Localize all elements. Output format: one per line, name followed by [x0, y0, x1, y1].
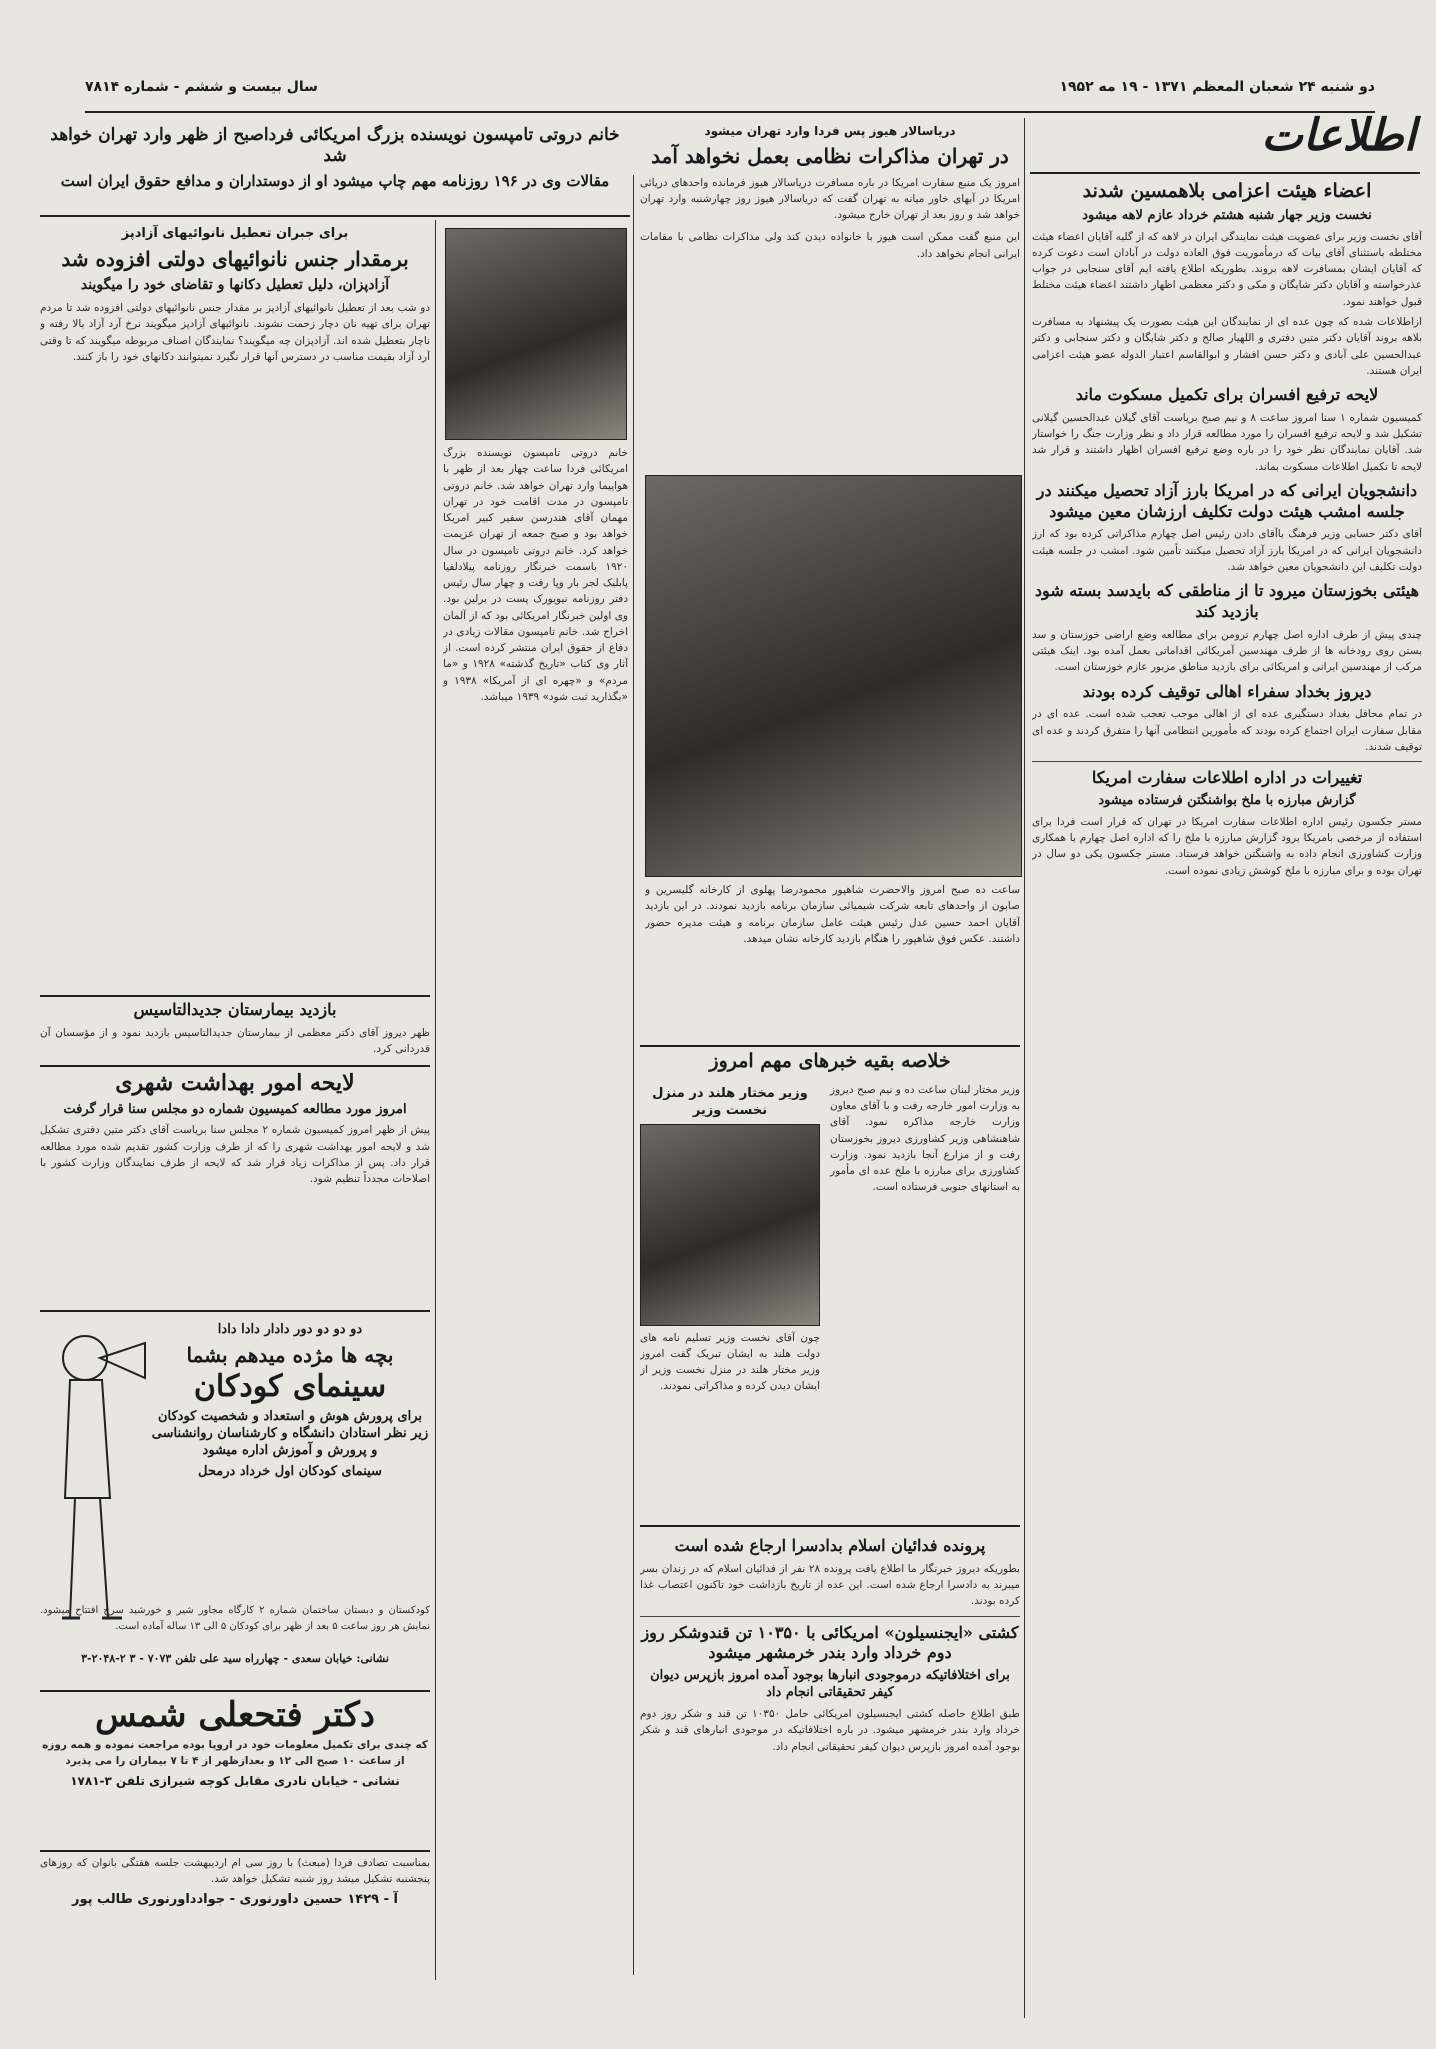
pretitle-bakery: برای جبران تعطیل نانوائیهای آزادپز: [121, 226, 349, 241]
headline-officers-bill: لایحه ترفیع افسران برای تکمیل مسکوت ماند: [1075, 385, 1379, 405]
headline-thompson: خانم دروتی تامپسون نویسنده بزرگ امریکائی فرداصبح از ظهر وارد تهران خواهد شد: [50, 125, 620, 167]
section-rule: [40, 1850, 430, 1852]
health-law-section: [40, 1070, 430, 1300]
article-ship-sugar: طبق اطلاع حاصله کشتی ایجنسیلون امریکائی حامل ۱۰۳۵۰ تن قند و شکر روز دوم خرداد وارد بندر خرمشهر میشود. در باره اختلافاتیکه در موجودی انبارهای قند و شکر بوجود آمده امروز بازپرس دیوان کیفر تحقیقاتی انجام داد.: [640, 1707, 1020, 1753]
cinema-ad-note: کودکستان و دبستان ساختمان شماره ۲ کارگاه مجاور شیر و خورشید سرخ افتتاح میشود. نمایش هر روز ساعت ۵ بعد از ظهر برای کودکان ۵ الی ۱۳ ساله آماده است.: [40, 1605, 430, 1632]
article-baghdad: در تمام محافل بغداد دستگیری عده ای از اهالی موجب تعجب شده است. عده ای در مقابل سفارت ایران اجتماع کرده بودند که مأمورین انتظامی آنها را متفرق کردند و عده ای توقیف شدند.: [1032, 708, 1422, 753]
cinema-ad-title: بچه ها مژده میدهم بشما: [186, 1342, 394, 1367]
masthead-rule: [1030, 172, 1420, 174]
subhead-thompson: مقالات وی در ۱۹۶ روزنامه مهم چاپ میشود او از دوستداران و مدافع حقوق ایران است: [60, 171, 610, 190]
section-rule: [640, 1045, 1020, 1047]
headline-bakery: برمقدار جنس نانوائیهای دولتی افزوده شد: [61, 246, 409, 271]
cinema-ad-top: دو دو دو دور دادار دادا دادا: [217, 1322, 363, 1337]
pretitle-hughes: دریاسالار هیوز پس فردا وارد تهران میشود: [704, 124, 956, 138]
cinema-ad: [40, 1318, 430, 1678]
section-rule: [40, 1310, 430, 1312]
subhead-ship-sugar: برای اختلافاتیکه درموجودی انبارها بوجود آمده امروز بازپرس دیوان کیفر تحقیقاتی انجام داد: [650, 1668, 1010, 1701]
issue-number: سال بیست و ششم - شماره ۷۸۱۴: [85, 79, 318, 95]
headline-health-law: لایحه امور بهداشت شهری: [115, 1070, 355, 1096]
article-bakery: دو شب بعد از تعطیل نانوائیهای آزادپز بر مقدار جنس نانوائیهای دولتی افزوده شد تا مردم تهران برای تهیه نان دچار زحمت نشوند. نانوائیهای آزادپز میگویند نرخ آرد آزاد بالا رفته و ناچار بتعطیل شده اند. آزادپزان چه میگویند؟ نمایندگان اصناف مربوطه میگویند که تا وقتی آرد آزاد بقیمت مناسب در دسترس آنها قرار نگیرد نمیتوانند دکانهای خود را باز کنند.: [40, 302, 430, 363]
divider: [1032, 761, 1422, 762]
section-rule: [640, 1525, 1020, 1527]
doctor-ad: [40, 1695, 430, 1845]
doctor-ad-name: دکتر فتحعلی شمس: [95, 1695, 375, 1735]
subhead-health-law: امروز مورد مطالعه کمیسیون شماره دو مجلس سنا قرار گرفت: [63, 1101, 407, 1117]
article-health-law: پیش از ظهر امروز کمیسیون شماره ۲ مجلس سنا بریاست آقای دکتر متین دفتری تشکیل شد و لایحه امور بهداشت شهری را که از طرف وزارت کشور تقدیم شده مورد مطالعه قرار داد. پس از مذاکرات زیاد قرار شد که لایحه از طرف نمایندگان وزارت کشور با اصلاحات مجدداً تنظیم شود.: [40, 1124, 430, 1186]
issue-header: [85, 75, 1375, 113]
headline-hospital: بازدید بیمارستان جدیدالتاسیس: [133, 1000, 337, 1019]
subhead-us-embassy: گزارش مبارزه با ملخ بواشنگتن فرستاده میشود: [1098, 793, 1356, 809]
hospital-section: [40, 1000, 430, 1060]
doctor-ad-address: نشانی - خیابان نادری مقابل کوچه شیرازی تلفن ۳-۱۷۸۱: [70, 1773, 400, 1788]
headline-students: دانشجویان ایرانی که در امریکا بارز آزاد تحصیل میکنند در جلسه امشب هیئت دولت تکلیف ارزشان معین میشود: [1036, 480, 1418, 521]
column-rule: [435, 220, 436, 1980]
column-rule: [633, 175, 634, 1975]
article-hospital: ظهر دیروز آقای دکتر معظمی از بیمارستان جدیدالتاسیس بازدید نمود و از مؤسسان آن قدردانی کرد.: [40, 1026, 430, 1056]
cinema-ad-address: نشانی: خیابان سعدی - چهارراه سید علی تلفن ۷۰۷۳ - ۳ ۲-۲۰۴۸-۳: [81, 1652, 389, 1665]
article-dutch-envoy: چون آقای نخست وزیر تسلیم نامه های دولت هلند به ایشان تبریک گفت امروز وزیر مختار هلند در منزل نخست وزیر از ایشان دیدن کرده و مذاکراتی نمودند.: [640, 1331, 820, 1393]
article-khuzestan: چندی پیش از طرف اداره اصل چهارم ترومن برای مطالعه وضع اراضی خوزستان و سد بستن روی رودخانه ها از طرف مهندسین آمریکائی اقداماتی بعمل آمده بود. اینک هیئتی مرکب از مهندسین ایرانی و امریکائی برای بازدید مناطق مزبور عازم خوزستان است.: [1032, 628, 1422, 674]
subhead-bakery: آزادپزان، دلیل تعطیل دکانها و تقاضای خود را میگویند: [80, 276, 390, 293]
column-rule: [1024, 118, 1025, 2018]
section-rule: [40, 1690, 430, 1692]
headline-baghdad: دیروز بخداد سفراء اهالی توقیف کرده بودند: [1082, 681, 1372, 701]
right-column: [1032, 180, 1422, 1980]
article-summary: وزیر مختار لبنان ساعت ده و نیم صبح دیروز به وزارت امور خارجه رفت و با آقای معاون وزارت خارجه مذاکره نمود. آقای شاهنشاهی وزیر کشاورزی دیروز بخوزستان رفت و از مزارع آنجا بازدید نمود. وزارت کشاورزی برای مبارزه با ملخ عده ای مأمور به استانهای جنوبی فرستاده است.: [830, 1083, 1020, 1194]
photo-dutch-envoy: [640, 1124, 820, 1326]
headline-delegation: اعضاء هیئت اعزامی بلاهمسین شدند: [1082, 180, 1372, 202]
divider: [640, 1616, 1020, 1617]
headline-hughes: در تهران مذاکرات نظامی بعمل نخواهد آمد: [651, 143, 1009, 168]
column-two-bottom: [640, 1530, 1020, 2000]
article-hughes-p2: این منبع گفت ممکن است هیوز با خانواده دیدن کند ولی مذاکرات نظامی با مقامات ایرانی انجام نخواهد داد.: [640, 231, 1020, 260]
headline-ship-sugar: کشتی «ایجنسیلون» امریکائی با ۱۰۳۵۰ تن قندوشکر روز دوم خرداد وارد بندر خرمشهر میشود: [641, 1622, 1019, 1663]
article-fadaiyan: بطوریکه دیروز خبرنگار ما اطلاع یافت پرونده ۲۸ نفر از فدائیان اسلام که در زندان بسر میبرند به دادسرا ارجاع شده است. این عده از تاریخ بازداشت خود تاکنون اعتصاب غذا کرده بودند.: [640, 1562, 1020, 1608]
bakery-section: [40, 222, 430, 982]
section-rule: [40, 215, 630, 217]
headline-us-embassy: تغییرات در اداره اطلاعات سفارت امریکا: [1091, 768, 1363, 788]
notice-signature: آ - ۱۴۲۹ حسین داورنوری - جوادداورنوری طالب پور: [72, 1891, 398, 1907]
headline-summary: خلاصه بقیه خبرهای مهم امروز: [709, 1050, 951, 1072]
cinema-ad-sub: سینمای کودکان اول خرداد درمحل: [198, 1464, 382, 1480]
photo-title-dutch-envoy: وزیر مختار هلند در منزل نخست وزیر: [652, 1085, 808, 1118]
article-officers-bill: کمیسیون شماره ۱ سنا امروز ساعت ۸ و نیم صبح بریاست آقای گیلان عبدالحسین گیلانی تشکیل شد و لایحه ترفیع افسران را مورد مطالعه قرار داد و نظر وزارت جنگ را خواستار شد. آقایان نمایندگان نظر خود را در باره وضع ترفیع افسران اظهار داشتند و قرار شد لایحه تا تکمیل اطلاعات مسکوت بماند.: [1032, 411, 1422, 473]
issue-date: دو شنبه ۲۴ شعبان المعظم ۱۳۷۱ - ۱۹ مه ۱۹۵۲: [1059, 79, 1375, 95]
cinema-ad-body: برای پرورش هوش و استعداد و شخصیت کودکان زیر نظر استادان دانشگاه و کارشناسان روانشناسی و پرورش و آموزش اداره میشود: [151, 1409, 429, 1459]
masthead-logo: اطلاعات: [1261, 110, 1416, 161]
summary-section: [640, 1050, 1020, 1530]
doctor-ad-body: که چندی برای تکمیل معلومات خود در اروپا بوده مراجعت نموده و همه روزه از ساعت ۱۰ صبح الی ۱۲ و بعدازظهر از ۴ تا ۷ بیماران را می پذیرد: [42, 1739, 428, 1768]
article-delegation-p1: آقای نخست وزیر برای عضویت هیئت نمایندگی ایران در لاهه که از گلیه آقایان اعضاء هیئت مختلطه باستثنای آقای بیات که درمأموریت فوق العاده دولت در آبادان است دعوت کرده که آقایان ایشان بمسافرت لاهه بروند. بطوریکه اطلاع یافته ایم آقای سنجابی در جواب عذرخواسته و آقایان دکتر شایگان و مکی و دکتر معظمی اظهار داشتند اعضاء هیئت مختلط قبول خواهند نمود.: [1032, 230, 1422, 308]
photo-factory-visit: [645, 475, 1022, 877]
notice-ad: [40, 1855, 430, 1975]
photo-dorothy-thompson: [445, 228, 627, 440]
photo-caption-factory: ساعت ده صبح امروز والاحضرت شاهپور محمودرضا پهلوی از کارخانه گلیسرین و صابون از واحدهای تابعه شرکت شیمیائی سازمان برنامه بازدید نمودند. در این بازدید آقایان احمد حسین عدل رئیس هیئت عامل سازمان برنامه و هیئت مدیره حضور داشتند. عکس فوق شاهپور را هنگام بازدید کارخانه نشان میدهد.: [645, 884, 1020, 945]
thompson-header: [40, 125, 630, 215]
notice-text: بمناسبت تصادف فردا (مبعث) با روز سی ام اردیبهشت جلسه هفتگی بانوان که روزهای پنجشنبه تشکیل میشد روز شنبه تشکیل خواهد شد.: [40, 1857, 430, 1886]
article-hughes-p1: امروز یک منبع سفارت امریکا در باره مسافرت دریاسالار هیوز فرمانده واحدهای دریائی امریکا در آبهای خاور میانه به تهران گفت که دریاسالار هیوز روز چهارشنبه وارد تهران خواهد شد و روز بعد از تهران خارج میشود.: [640, 176, 1020, 222]
thompson-article: [443, 445, 628, 1995]
article-delegation-p2: ازاطلاعات شده که چون عده ای از نمایندگان این هیئت بصورت یک پیشنهاد به مسافرت بلاهه بروند آقایان دکتر متین دفتری و اللهیار صالح و دکتر شایگان و دکتر سنجابی و دکتر عبدالحسین علی آبادی و دکتر حسن افشار و ابوالقاسم اعتبار الدوله عضو هیئت اعزامی ایران هستند.: [1032, 315, 1422, 377]
cinema-ad-name: سینمای کودکان: [193, 1368, 387, 1404]
subhead-delegation: نخست وزیر جهار شنبه هشتم خرداد عازم لاهه میشود: [1082, 207, 1372, 223]
headline-fadaiyan: پرونده فدائیان اسلام بدادسرا ارجاع شده است: [674, 1536, 986, 1555]
article-students: آقای دکتر حسابی وزیر فرهنگ باآقای دادن رئیس اصل چهارم مذاکراتی کرده بود که ارز دانشجویان ایرانی که در امریکا بارز آزاد تحصیل میکنند تأمین شود. امشب در جلسه هیئت دولت تکلیف این دانشجویان معین خواهد شد.: [1032, 528, 1422, 574]
article-us-embassy: مستر جکسون رئیس اداره اطلاعات سفارت امریکا در تهران که قرار است فردا برای استفاده از مرخصی بامریکا برود گزارش مبارزه با ملخ را که اداره اصل چهارم با همکاری وزارت کشاورزی انجام داده به واشنگتن خواهد فرستاد. مستر جکسون یکی دو سال در تهران بوده و برای مبارزه با ملخ کوشش زیادی نموده است.: [1032, 815, 1422, 877]
headline-khuzestan: هیئتی بخوزستان میرود تا از مناطقی که بایدسد بسته شود بازدید کند: [1034, 581, 1420, 622]
section-rule: [40, 995, 430, 997]
child-trumpet-illustration: [40, 1318, 150, 1638]
caption-factory: [645, 882, 1020, 1042]
article-thompson: خانم دروتی تامپسون نویسنده بزرگ امریکائی فردا ساعت چهار بعد از ظهر با هواپیما وارد تهران خواهد شد. خانم دروتی تامپسون در مدت اقامت خود در تهران مهمان آقای هندرسن سفیر کبیر امریکا خواهد بود و صبح جمعه از تهران عزیمت خواهد کرد. خانم دروتی تامپسون در سال ۱۹۲۰ باسمت خبرنگار روزنامه پیلادلفیا پابلیک لجر بار وپا رفت و چهار سال رئیس دفتر روزنامه نیویورک پست در برلین بود. وی اولین خبرنگار امریکائی بود که از آلمان اخراج شد. خانم تامپسون مقالات زیادی در دفاع از حقوق ایران منتشر کرده است. از آثار وی کتاب «تاریخ گذشته» ۱۹۲۸ و «ما مردم» و «چهره ای از آمریکا» ۱۹۳۸ و «بگذارید ثبت شود» ۱۹۳۹ میباشد.: [443, 447, 628, 703]
section-rule: [40, 1065, 430, 1067]
